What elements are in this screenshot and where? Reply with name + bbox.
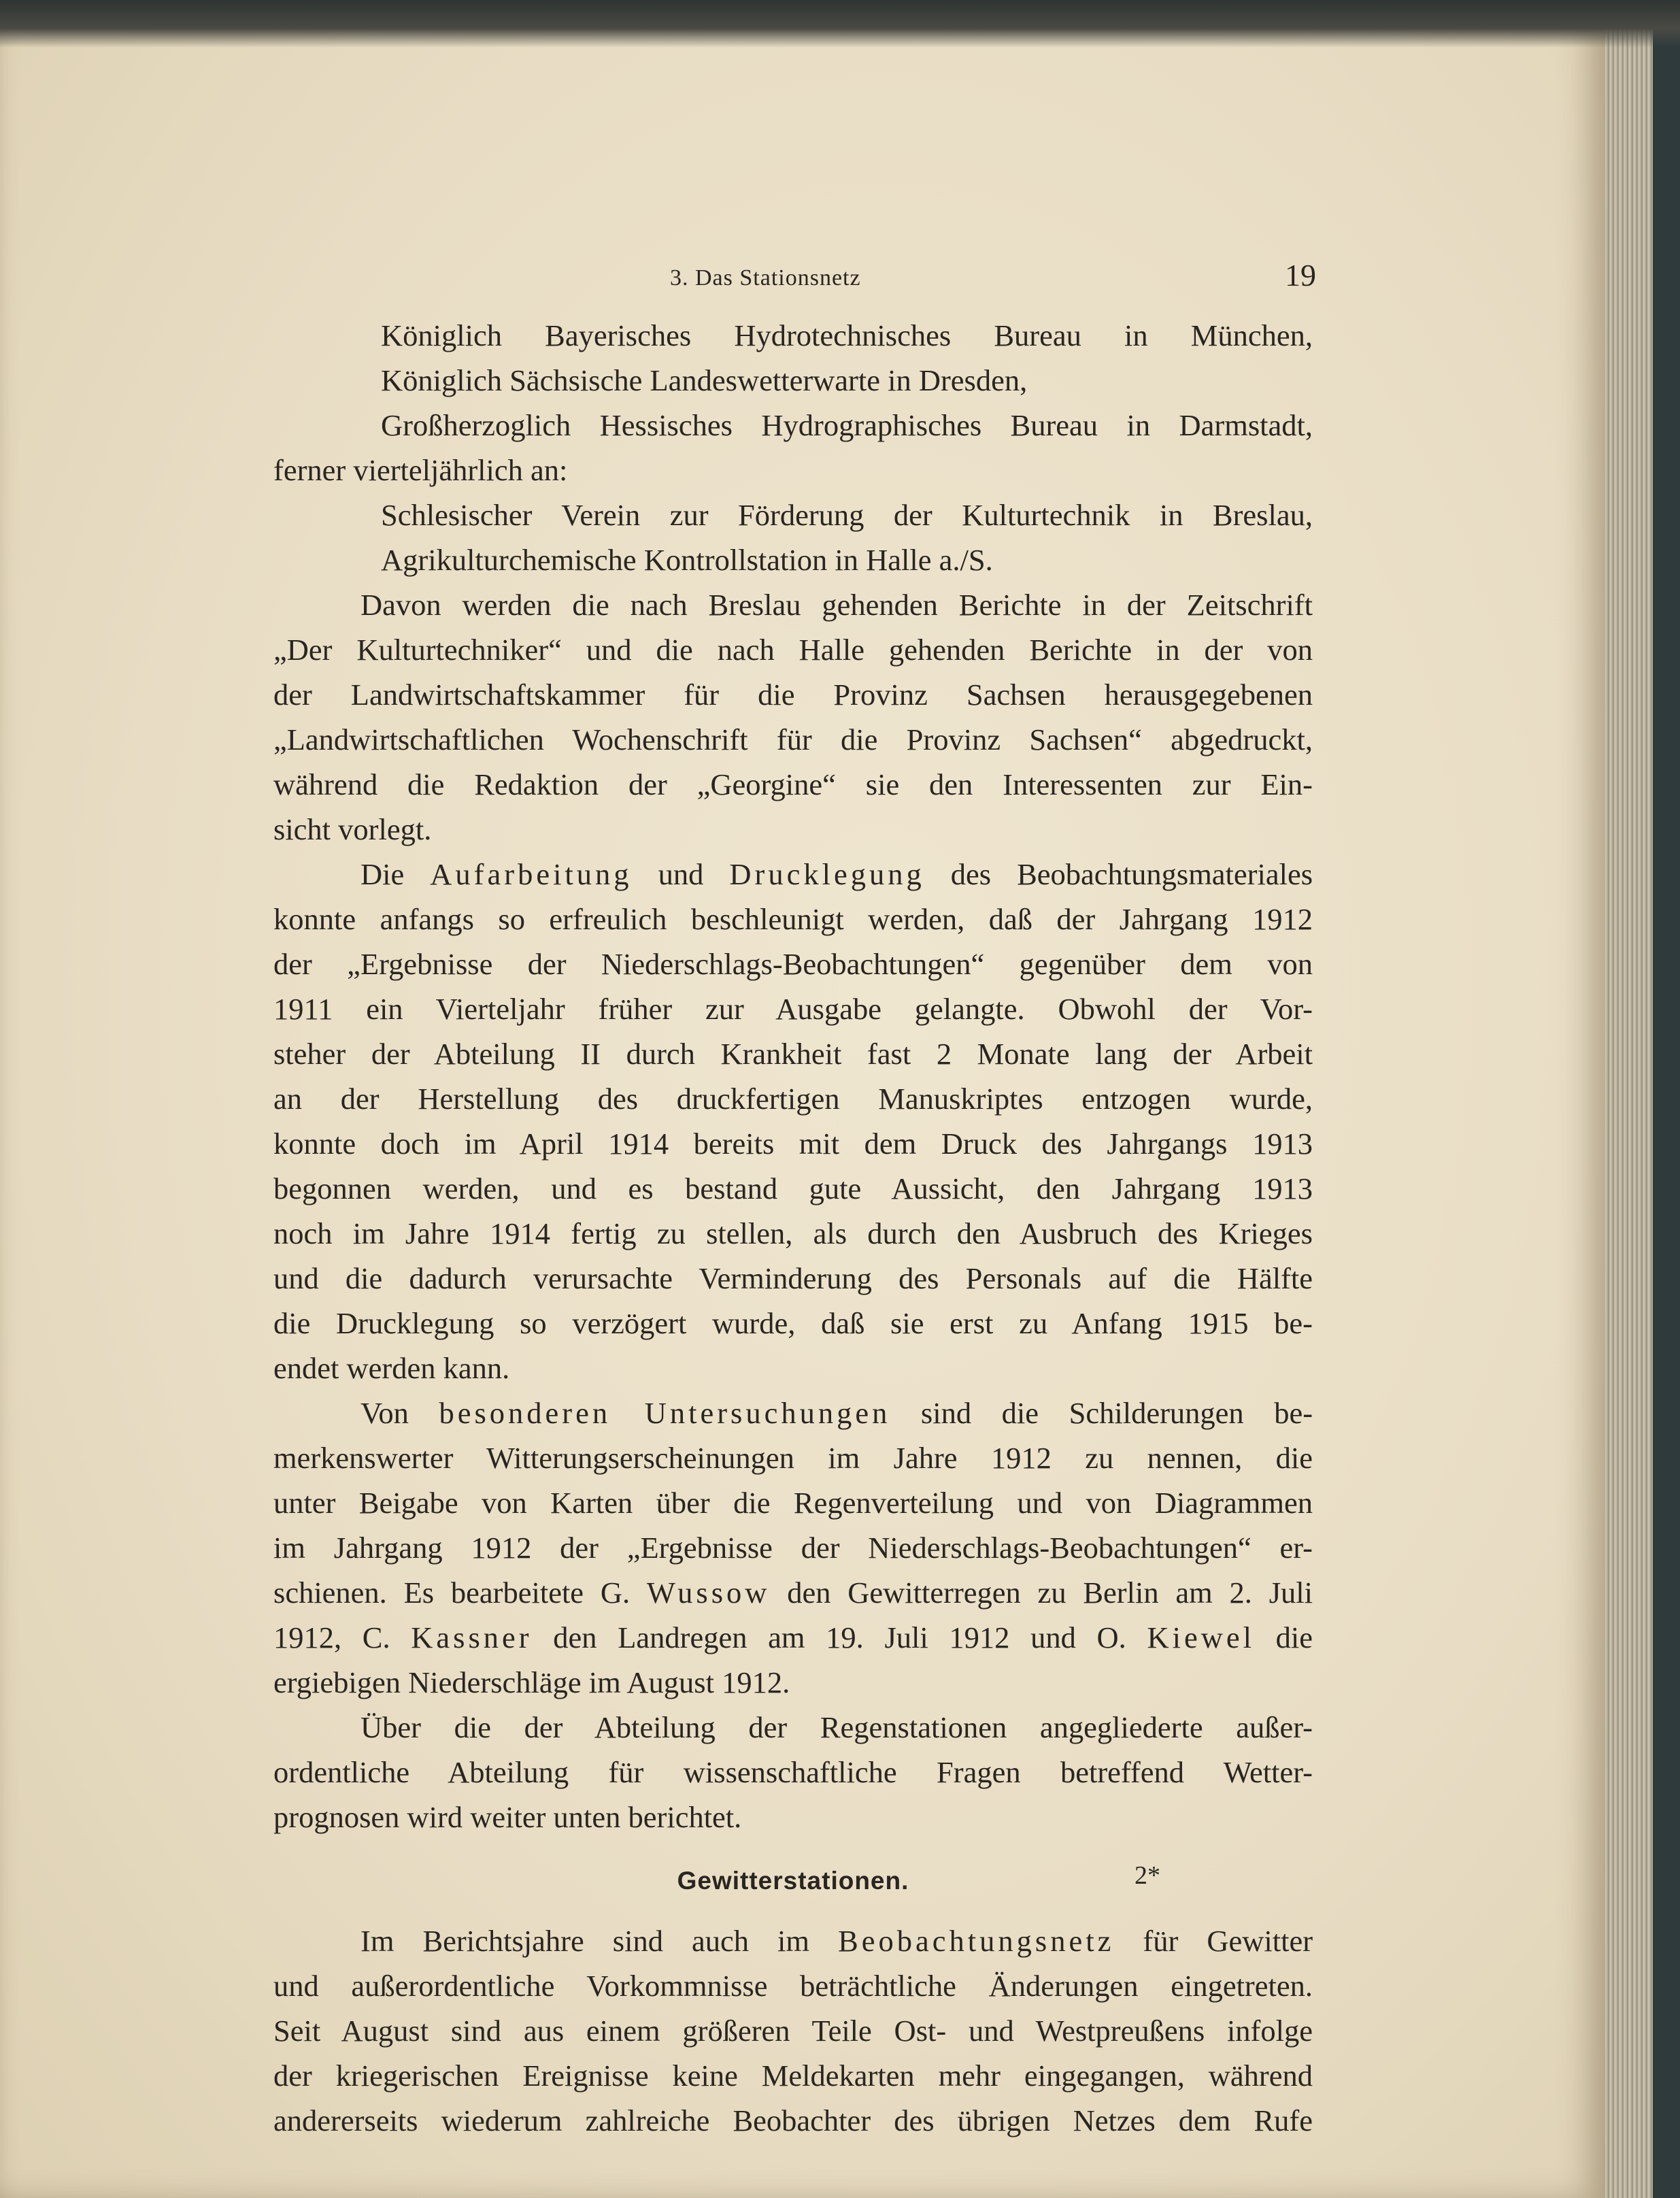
text-line: [273, 1918, 1313, 1963]
text-line: im Jahrgang 1912 der „Ergebnisse der Niederschlags-Beobachtungen“ er-: [273, 1531, 1313, 1565]
text-line: „Landwirtschaftlichen Wochenschrift für die Provinz Sachsen“ abgedruckt,: [273, 722, 1313, 756]
text-line: endet werden kann.: [273, 1351, 510, 1385]
text-line: an der Herstellung des druckfertigen Manuskriptes entzogen wurde,: [273, 1082, 1313, 1116]
text-line: der kriegerischen Ereignisse keine Meldekarten mehr eingegangen, während: [273, 2059, 1313, 2093]
text-line: andererseits wiederum zahlreiche Beobachter des übrigen Netzes dem Rufe: [273, 2103, 1313, 2137]
text-segment: 1912, C.: [273, 1620, 390, 1654]
text-line: Königlich Bayerisches Hydrotechnisches Bureau in München,: [381, 318, 1313, 352]
text-segment: den Landregen am 19. Juli 1912 und O.: [553, 1620, 1126, 1654]
spaced-emphasis: Kiewel: [1147, 1620, 1255, 1654]
running-head: 3. Das Stationsnetz: [670, 265, 861, 290]
text-line: unter Beigabe von Karten über die Regenverteilung und von Diagrammen: [273, 1486, 1313, 1520]
text-line: steher der Abteilung II durch Krankheit fast 2 Monate lang der Arbeit: [273, 1037, 1313, 1071]
top-shadow: [0, 0, 1680, 48]
spaced-emphasis: Wussow: [646, 1576, 771, 1610]
text-line: [273, 1391, 1313, 1435]
text-segment: den Gewitterregen zu Berlin am 2. Juli: [787, 1576, 1313, 1610]
text-line: konnte anfangs so erfreulich beschleunigt werden, daß der Jahrgang 1912: [273, 902, 1313, 936]
text-line: der Landwirtschaftskammer für die Provinz Sachsen herausgegebenen: [273, 678, 1313, 712]
text-line: [273, 852, 1313, 897]
text-line: Seit August sind aus einem größeren Teile Ost- und Westpreußens infolge: [273, 2014, 1313, 2048]
text-line: Agrikulturchemische Kontrollstation in Halle a./S.: [381, 543, 993, 577]
page-number: 19: [1285, 258, 1316, 293]
book-cover-edge: [1653, 0, 1680, 2198]
signature-mark: 2*: [1135, 1861, 1160, 1890]
text-line: und außerordentliche Vorkommnisse beträchtliche Änderungen eingetreten.: [273, 1969, 1313, 2003]
text-line: [273, 1615, 1313, 1660]
spaced-emphasis: Beobachtungsnetz: [838, 1924, 1115, 1958]
text-line: Großherzoglich Hessisches Hydrographisches Bureau in Darmstadt,: [381, 408, 1313, 442]
text-segment: Von: [360, 1396, 409, 1430]
text-line: noch im Jahre 1914 fertig zu stellen, als durch den Ausbruch des Krieges: [273, 1216, 1313, 1250]
text-line: ordentliche Abteilung für wissenschaftliche Fragen betreffend Wetter-: [273, 1755, 1313, 1789]
text-segment: und: [658, 857, 704, 891]
text-line: konnte doch im April 1914 bereits mit dem Druck des Jahrgangs 1913: [273, 1127, 1313, 1161]
text-line: 1911 ein Vierteljahr früher zur Ausgabe gelangte. Obwohl der Vor-: [273, 992, 1313, 1026]
text-line: begonnen werden, und es bestand gute Aussicht, den Jahrgang 1913: [273, 1171, 1313, 1205]
spaced-emphasis: Aufarbeitung: [430, 857, 633, 891]
text-line: während die Redaktion der „Georgine“ sie den Interessenten zur Ein-: [273, 767, 1313, 801]
text-line: Davon werden die nach Breslau gehenden Berichte in der Zeitschrift: [360, 588, 1313, 622]
text-line: Über die der Abteilung der Regenstationen angegliederte außer-: [360, 1710, 1313, 1744]
text-line: und die dadurch verursachte Verminderung des Personals auf die Hälfte: [273, 1261, 1313, 1295]
text-segment: Die: [360, 857, 405, 891]
text-line: der „Ergebnisse der Niederschlags-Beobachtungen“ gegenüber dem von: [273, 947, 1313, 981]
text-line: ergiebigen Niederschläge im August 1912.: [273, 1665, 790, 1699]
text-line: prognosen wird weiter unten berichtet.: [273, 1800, 742, 1834]
text-line: die Drucklegung so verzögert wurde, daß sie erst zu Anfang 1915 be-: [273, 1306, 1313, 1340]
text-line: „Der Kulturtechniker“ und die nach Halle gehenden Berichte in der von: [273, 633, 1313, 667]
spaced-emphasis: Kassner: [411, 1620, 533, 1654]
text-line: [273, 1570, 1313, 1615]
text-segment: sind die Schilderungen be-: [920, 1396, 1313, 1430]
text-line: ferner vierteljährlich an:: [273, 453, 568, 487]
text-segment: schienen. Es bearbeitete G.: [273, 1576, 631, 1610]
spaced-emphasis: besonderen Untersuchungen: [439, 1396, 891, 1430]
spaced-emphasis: Drucklegung: [729, 857, 925, 891]
text-segment: für Gewitter: [1143, 1924, 1313, 1958]
text-segment: Im Berichtsjahre sind auch im: [360, 1924, 810, 1958]
text-line: sicht vorlegt.: [273, 812, 432, 846]
page-header: [670, 257, 1316, 298]
text-line: merkenswerter Witterungserscheinungen im Jahre 1912 zu nennen, die: [273, 1441, 1313, 1475]
text-line: Königlich Sächsische Landeswetterwarte in Dresden,: [381, 363, 1028, 397]
text-segment: des Beobachtungsmateriales: [950, 857, 1313, 891]
section-heading: Gewitterstationen.: [677, 1867, 909, 1895]
text-segment: die: [1275, 1620, 1313, 1654]
text-line: Schlesischer Verein zur Förderung der Kulturtechnik in Breslau,: [381, 498, 1313, 532]
